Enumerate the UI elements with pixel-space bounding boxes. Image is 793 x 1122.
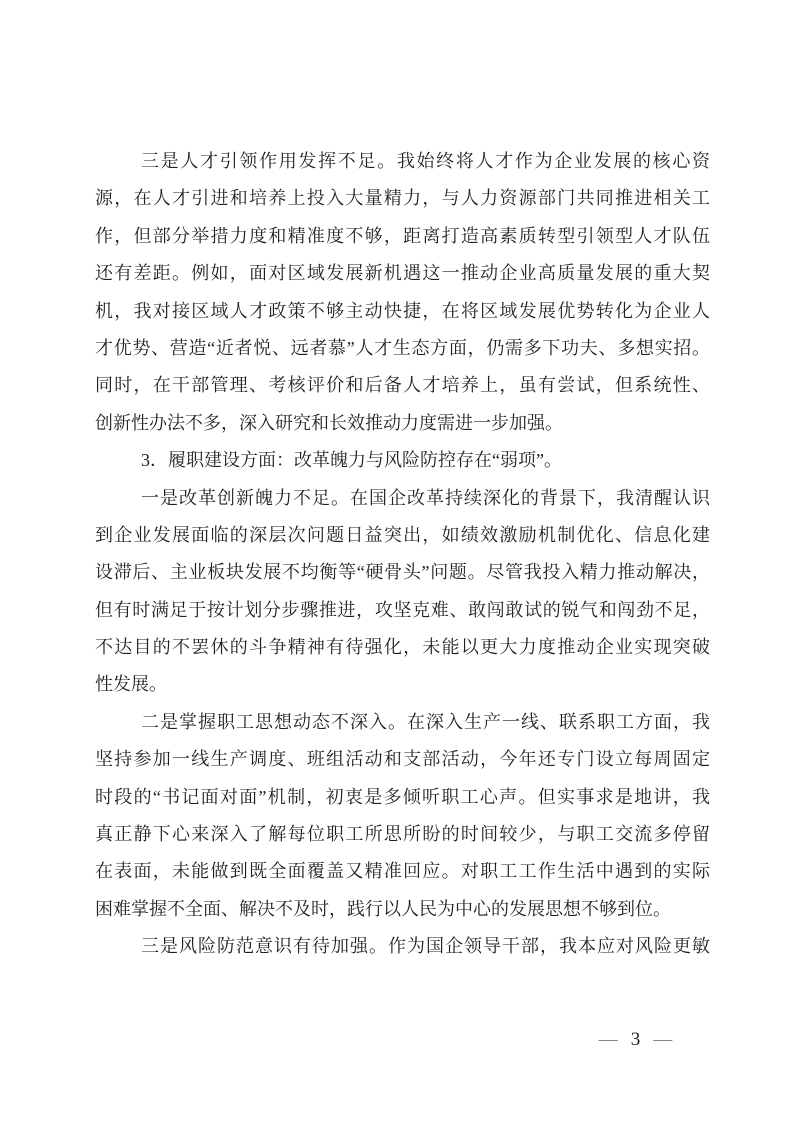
- text-line: 到企业发展面临的深层次问题日益突出，如绩效激励机制优化、信息化建: [95, 524, 710, 545]
- text-line: 设滞后、主业板块发展不均衡等“硬骨头”问题。尽管我投入精力推动解决，: [95, 562, 710, 583]
- text-line: 三是风险防范意识有待加强。作为国企领导干部，我本应对风险更敏: [141, 936, 710, 957]
- page-number-dash-left: —: [598, 1029, 618, 1050]
- text-line: 性发展。: [95, 674, 167, 695]
- text-line: 3．履职建设方面：改革魄力与风险防控存在“弱项”。: [141, 450, 562, 471]
- text-line: 坚持参加一线生产调度、班组活动和支部活动，今年还专门设立每周固定: [95, 749, 710, 770]
- page-footer: [563, 1028, 708, 1052]
- text-line: 真正静下心来深入了解每位职工所思所盼的时间较少，与职工交流多停留: [95, 824, 710, 845]
- text-line: 才优势、营造“近者悦、远者慕”人才生态方面，仍需多下功夫、多想实招。: [95, 337, 710, 358]
- page-number: 3: [630, 1029, 641, 1050]
- text-line: 不达目的不罢休的斗争精神有待强化，未能以更大力度推动企业实现突破: [95, 637, 710, 658]
- text-line: 作，但部分举措力度和精准度不够，距离打造高素质转型引领型人才队伍: [95, 225, 710, 246]
- text-line: 同时，在干部管理、考核评价和后备人才培养上，虽有尝试，但系统性、: [95, 375, 710, 396]
- text-line: 在表面，未能做到既全面覆盖又精准回应。对职工工作生活中遇到的实际: [95, 861, 710, 882]
- text-line: 机，我对接区域人才政策不够主动快捷，在将区域发展优势转化为企业人: [95, 300, 710, 321]
- text-line: 时段的“书记面对面”机制，初衷是多倾听职工心声。但实事求是地讲，我: [95, 786, 710, 807]
- text-line: 困难掌握不全面、解决不及时，践行以人民为中心的发展思想不够到位。: [95, 898, 671, 919]
- text-line: 源，在人才引进和培养上投入大量精力，与人力资源部门共同推进相关工: [95, 188, 710, 209]
- text-line: 一是改革创新魄力不足。在国企改革持续深化的背景下，我清醒认识: [141, 487, 710, 508]
- page-number-dash-right: —: [653, 1029, 673, 1050]
- text-line: 二是掌握职工思想动态不深入。在深入生产一线、联系职工方面，我: [141, 711, 710, 732]
- document-body: [95, 143, 710, 966]
- text-line: 还有差距。例如，面对区域发展新机遇这一推动企业高质量发展的重大契: [95, 263, 710, 284]
- text-line: 创新性办法不多，深入研究和长效推动力度需进一步加强。: [95, 412, 563, 433]
- text-line: 三是人才引领作用发挥不足。我始终将人才作为企业发展的核心资: [141, 151, 710, 171]
- text-line: 但有时满足于按计划分步骤推进，攻坚克难、敢闯敢试的锐气和闯劲不足，: [95, 599, 710, 620]
